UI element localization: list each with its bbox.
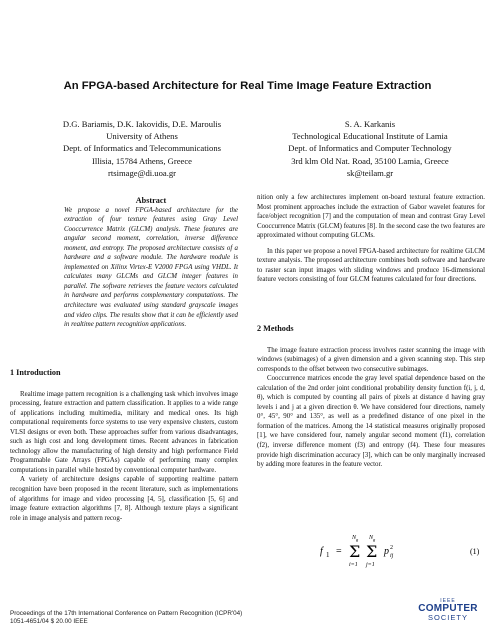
equation-number: (1): [470, 547, 480, 556]
author-block-left: [22, 118, 262, 179]
equation-term-sup: 2: [390, 545, 393, 551]
author-address-right: 3rd klm Old Nat. Road, 35100 Lamia, Greece: [291, 155, 449, 166]
abstract-section: [64, 196, 238, 330]
equation-sum-j-sigma: Σ: [366, 542, 378, 561]
right-column-intro: [257, 193, 485, 285]
author-department-right: Dept. of Informatics and Computer Technology: [288, 143, 452, 154]
equation-lhs-sub: 1: [326, 551, 330, 559]
equation-sum-i-top-sub: g: [356, 537, 359, 542]
equation-sum-i-sigma: Σ: [349, 542, 361, 561]
equation-sum-j-top: N: [369, 535, 374, 541]
introduction-section: [10, 368, 238, 523]
paper-title: An FPGA-based Architecture for Real Time Image Feature Extraction: [63, 80, 432, 92]
introduction-paragraph-1: Realtime image pattern recognition is a challenging task which involves image processing, feature extraction and pattern classification. It applies to a wide range of applications including multimedia, military and medical ones. Its high computational requirements force systems to use very expensive clusters, custom VLSI designs or even both. These approaches suffer from various disadvantages, such as high cost and long development times. Recent advances in fabrication technology allow the manufacturing of high density and high performance Field Programmable Gate Arrays (FPGAs) capable of performing many complex computations in parallel while hosted by conventional computer hardware.: [10, 390, 238, 474]
equation-term-sub: ij: [390, 553, 394, 559]
methods-section: [257, 324, 485, 470]
abstract-text: We propose a novel FPGA-based architecture for the extraction of four texture features using Gray Level Cooccurrence Matrix (GLCM) analysis. These features are angular second moment, correlation, inverse difference moment, and entropy. The proposed architecture consists of a hardware and a software module. The hardware module is implemented on Xilinx Virtex-E V2000 FPGA using VHDL. It calculates many GLCMs and GLCM integer features in parallel. The software retrieves the feature vectors calculated in hardware and performs complementary computations. The architecture was evaluated using standard grayscale images and video clips. The results show that it can be efficiently used in realtime pattern recognition applications.: [64, 206, 238, 329]
footer-proceedings: Proceedings of the 17th International Conference on Pattern Recognition (ICPR'04): [10, 610, 243, 617]
equation-sum-i-top: N: [352, 535, 357, 541]
methods-heading: 2 Methods: [257, 324, 294, 333]
equation-sum-i-bottom: i=1: [349, 562, 358, 568]
abstract-heading: Abstract: [135, 196, 167, 205]
introduction-heading: 1 Introduction: [10, 368, 61, 377]
equation-equals: =: [336, 546, 342, 557]
author-email-left: rtsimage@di.uoa.gr: [107, 167, 177, 178]
equation-sum-j-top-sub: g: [373, 537, 376, 542]
author-block-right: [250, 118, 490, 179]
introduction-paragraph-2: A variety of architecture designs capable of supporting realtime pattern recognition have been proposed in the recent literature, such as implementations of algorithms for image and video processing [4, 5], classification [5, 6] and image feature extraction algorithms [7, 8]. Although texture plays a significant role in image analysis and pattern recog-: [10, 476, 238, 522]
footer-copyright: 1051-4651/04 $ 20.00 IEEE: [10, 618, 88, 626]
logo-ieee-text: IEEE: [440, 598, 456, 604]
methods-paragraph-1: The image feature extraction process involves raster scanning the image with windows (subimages) of a given dimension and a given scanning step. This step corresponds to the offset between two consecutive subimages.: [257, 346, 485, 373]
ieee-computer-society-logo: [412, 598, 484, 634]
author-names-left: D.G. Bariamis, D.K. Iakovidis, D.E. Maroulis: [62, 119, 222, 129]
logo-computer-text: COMPUTER: [418, 603, 478, 614]
equation-lhs: f: [320, 546, 323, 557]
logo-society-text: SOCIETY: [428, 613, 468, 622]
author-names-right: S. A. Karkanis: [344, 119, 396, 129]
equation-term: p: [384, 546, 389, 557]
author-address-left: Illisia, 15784 Athens, Greece: [92, 155, 192, 166]
introduction-paragraph-3: nition only a few architectures implement on-board textural feature extraction. Most prominent approaches include the extraction of Gabor wavelet features for face/object recognition [7] and the computation of mean and contrast Gray Level Cooccurrence Matrix (GLCM) features [8]. In the second case the two features are approximated without computing GLCMs.: [257, 194, 485, 240]
author-email-right: sk@teilam.gr: [346, 167, 394, 178]
equation-sum-j-bottom: j=1: [366, 562, 375, 568]
author-department-left: Dept. of Informatics and Telecommunications: [63, 143, 221, 154]
equation-1: [318, 530, 488, 574]
author-affiliation-left: University of Athens: [106, 131, 178, 142]
methods-paragraph-2: Cooccurrence matrices encode the gray level spatial dependence based on the calculation of the 2nd order joint conditional probability density function f(i, j, d, θ), which is computed by counting all pairs of pixels at distance d having gray levels i and j at a given direction θ. We have considered four directions, namely 0°, 45°, 90° and 135°, as well as a predefined distance of one pixel in the formation of the matrices. Among the 14 statistical measures originally proposed [1], we have considered four, namely angular second moment (f1), correlation (f2), inverse difference moment (f3) and entropy (f4). These four measures provide high discrimination accuracy [3], which can be only marginally increased by adding more features in the feature vector.: [257, 375, 485, 469]
introduction-paragraph-4: In this paper we propose a novel FPGA-based architecture for realtime GLCM texture analysis. The proposed architecture combines both software and hardware to raster scan input images with sliding windows and produce 16-dimensional feature vectors consisting of four GLCM features calculated for four directions.: [257, 247, 485, 284]
page-footer: [10, 610, 242, 627]
author-affiliation-right: Technological Educational Institute of Lamia: [292, 131, 448, 142]
